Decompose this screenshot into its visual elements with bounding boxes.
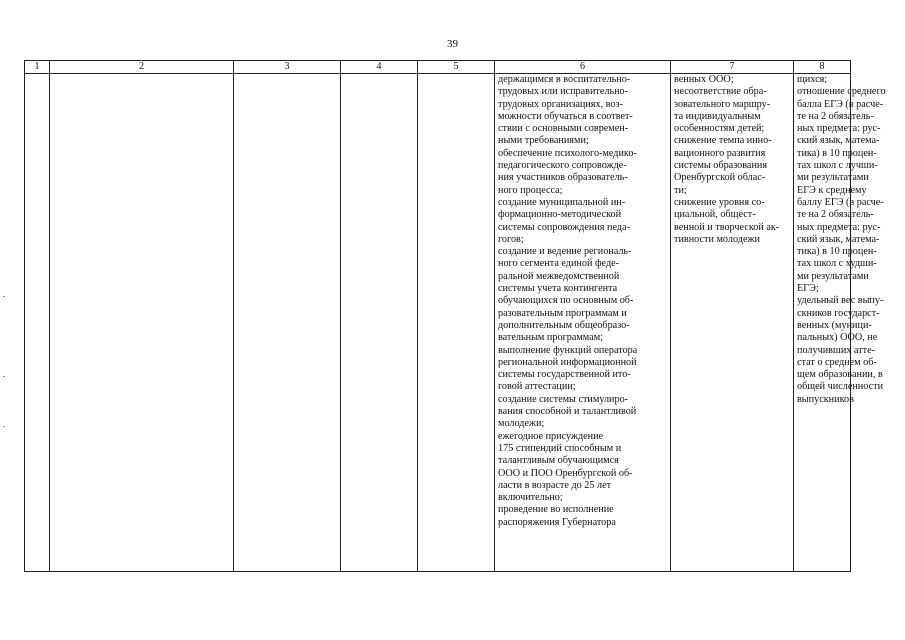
indicator-text-line: венных (муници- <box>797 319 872 331</box>
col-header-6: 6 <box>495 61 671 74</box>
measure-text-line: разовательным программам и <box>498 307 627 319</box>
measure-text-line: распоряжения Губернатора <box>498 516 616 528</box>
indicator-text-line: балла ЕГЭ (в расче- <box>797 98 884 110</box>
indicator-text-line: те на 2 обязатель- <box>797 110 874 122</box>
indicator-text-line: щем образовании, в <box>797 369 883 381</box>
measure-text-line: вания способной и талантливой <box>498 406 637 418</box>
risk-text-line: снижение уровня со- <box>674 196 765 208</box>
measure-text-line: ния участников образователь- <box>498 172 628 184</box>
measure-text-line: держащимся в воспитательно- <box>498 74 631 85</box>
measure-text-line: молодежи; <box>498 418 545 430</box>
risk-text-line: зовательного маршру- <box>674 98 771 110</box>
indicator-text-line: те на 2 обязатель- <box>797 209 874 221</box>
measure-text-line: ежегодное присуждение <box>498 430 604 442</box>
indicator-text-line: скников государст- <box>797 307 880 319</box>
cell-col6-measures <box>495 74 671 572</box>
table-row <box>25 74 851 572</box>
margin-mark <box>3 296 5 297</box>
measure-text-line: ного процесса; <box>498 184 563 196</box>
measure-text-line: создание муниципальной ин- <box>498 196 626 208</box>
indicator-text-line: удельный вес выпу- <box>797 295 884 307</box>
measure-text-line: выполнение функций оператора <box>498 344 638 356</box>
col-header-4: 4 <box>341 61 418 74</box>
risk-text-line: ти; <box>674 184 687 196</box>
indicator-text-line: ных предмета: рус- <box>797 123 881 135</box>
measure-text-line: гогов; <box>498 233 524 245</box>
measure-text-line: системы учета контингента <box>498 283 618 295</box>
indicator-text-line: тах школ с лучши- <box>797 160 878 172</box>
cell-col3 <box>234 74 341 572</box>
risk-text-line: снижение темпа инно- <box>674 135 772 147</box>
cell-col4 <box>341 74 418 572</box>
measure-text-line: ральной межведомственной <box>498 270 620 282</box>
col-header-8: 8 <box>794 61 851 74</box>
indicator-text-line: ский язык, матема- <box>797 135 880 147</box>
risk-text-line: вационного развития <box>674 147 766 159</box>
indicator-text-line: ЕГЭ к среднему <box>797 184 867 196</box>
indicator-text-line: отношение среднего <box>797 86 886 98</box>
risk-text-line: венных ООО; <box>674 74 734 85</box>
measure-text-line: ствии с основными современ- <box>498 123 629 135</box>
margin-mark <box>3 426 5 427</box>
measure-text-line: обучающихся по основным об- <box>498 295 634 307</box>
cell-col2 <box>50 74 234 572</box>
measure-text-line: талантливым обучающимся <box>498 455 619 467</box>
indicator-text-line: выпускников <box>797 393 854 405</box>
measure-text-line: проведение во исполнение <box>498 504 614 516</box>
risk-text-line: несоответствие обра- <box>674 86 767 98</box>
page-number: 39 <box>447 38 458 50</box>
measure-text-line: трудовых или исправительно- <box>498 86 629 98</box>
risk-text-line: системы образования <box>674 160 768 172</box>
measure-text-line: вательным программам; <box>498 332 603 344</box>
measure-text-line: системы сопровождения педа- <box>498 221 630 233</box>
measure-text-line: создание и ведение региональ- <box>498 246 632 258</box>
indicator-text-line: баллу ЕГЭ (в расче- <box>797 196 884 208</box>
margin-mark <box>3 376 5 377</box>
risk-text-line: Оренбургской облас- <box>674 172 766 184</box>
risk-text-line: та индивидуальным <box>674 110 761 122</box>
measure-text-line: ного сегмента единой феде- <box>498 258 620 270</box>
measure-text-line: обеспечение психолого-медико- <box>498 147 637 159</box>
col-header-1: 1 <box>25 61 50 74</box>
indicator-text-line: тах школ с худши- <box>797 258 877 270</box>
measure-text-line: дополнительным общеобразо- <box>498 319 630 331</box>
measure-text-line: создание системы стимулиро- <box>498 393 629 405</box>
measure-text-line: системы государственной ито- <box>498 369 631 381</box>
cell-col5 <box>418 74 495 572</box>
indicator-text-line: пальных) ООО, не <box>797 332 878 344</box>
indicator-text-line: получивших атте- <box>797 344 875 356</box>
measure-text-line: педагогического сопровожде- <box>498 160 627 172</box>
header-row <box>25 61 851 74</box>
measure-text-line: 175 стипендий способным и <box>498 442 622 454</box>
indicator-text-line: ский язык, матема- <box>797 233 880 245</box>
indicator-text-line: ЕГЭ; <box>797 283 819 295</box>
col-header-7: 7 <box>671 61 794 74</box>
col-header-2: 2 <box>50 61 234 74</box>
measure-text-line: ласти в возрасте до 25 лет <box>498 479 612 491</box>
measure-text-line: формационно-методической <box>498 209 622 221</box>
document-table <box>24 60 886 572</box>
col-header-3: 3 <box>234 61 341 74</box>
indicator-text-line: щихся; <box>797 74 828 85</box>
measure-text-line: региональной информационной <box>498 356 637 368</box>
risk-text-line: венной и творческой ак- <box>674 221 780 233</box>
cell-col7-risks <box>671 74 794 572</box>
measure-text-line: можности обучаться в соответ- <box>498 110 633 122</box>
indicator-text-line: стат о среднем об- <box>797 356 877 368</box>
indicator-text-line: ных предмета: рус- <box>797 221 881 233</box>
measure-text-line: включительно; <box>498 492 563 504</box>
cell-col1 <box>25 74 50 572</box>
risk-text-line: особенностям детей; <box>674 123 765 135</box>
cell-col8-indicators <box>794 74 886 572</box>
indicator-text-line: тика) в 10 процен- <box>797 147 877 159</box>
measure-text-line: трудовых организациях, воз- <box>498 98 623 110</box>
indicator-text-line: ми результатами <box>797 172 869 184</box>
risk-text-line: тивности молодежи <box>674 233 760 245</box>
indicator-text-line: ми результатами <box>797 270 869 282</box>
indicator-text-line: тика) в 10 процен- <box>797 246 877 258</box>
indicator-text-line: общей численности <box>797 381 884 393</box>
measure-text-line: ными требованиями; <box>498 135 589 147</box>
risk-text-line: циальной, общест- <box>674 209 756 221</box>
measure-text-line: ООО и ПОО Оренбургской об- <box>498 467 633 479</box>
measure-text-line: говой аттестации; <box>498 381 576 393</box>
col-header-5: 5 <box>418 61 495 74</box>
